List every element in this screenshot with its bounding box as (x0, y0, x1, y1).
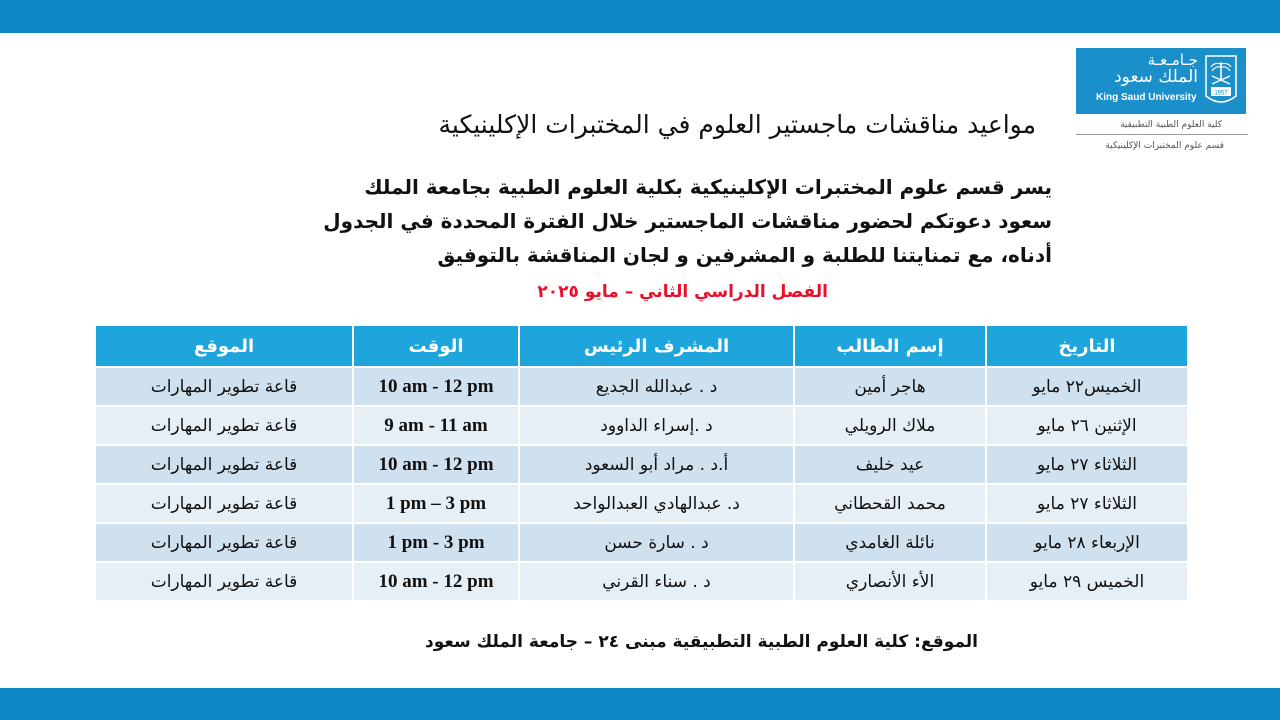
date-cell: الثلاثاء ٢٧ مايو (986, 445, 1188, 484)
time-cell: 10 am - 12 pm (353, 367, 519, 406)
top-band (0, 0, 1280, 33)
header-supervisor: المشرف الرئيس (519, 325, 794, 367)
department-name: قسم علوم المختبرات الإكلينيكية (1105, 141, 1224, 151)
location-cell: قاعة تطوير المهارات (95, 445, 353, 484)
logo-arabic-text: جـامـعـة الملك سعود (1114, 51, 1198, 87)
location-cell: قاعة تطوير المهارات (95, 367, 353, 406)
footer-location: الموقع: كلية العلوم الطبية التطبيقية مبنى ٢٤ – جامعة الملك سعود (425, 632, 978, 652)
table-row (95, 562, 1188, 601)
location-cell: قاعة تطوير المهارات (95, 523, 353, 562)
supervisor-cell: د .إسراء الداوود (519, 406, 794, 445)
header-student: إسم الطالب (794, 325, 986, 367)
logo-english-text: King Saud University (1096, 92, 1197, 103)
logo-divider (1076, 134, 1248, 135)
supervisor-cell: د . سناء القرني (519, 562, 794, 601)
svg-text:1957: 1957 (1214, 90, 1228, 97)
student-cell: عيد خليف (794, 445, 986, 484)
date-cell: الإثنين ٢٦ مايو (986, 406, 1188, 445)
supervisor-cell: د . عبدالله الجديع (519, 367, 794, 406)
intro-line: أدناه، مع تمنايتنا للطلبة و المشرفين و لجان المناقشة بالتوفيق (437, 243, 1052, 267)
student-cell: محمد القحطاني (794, 484, 986, 523)
college-name: كلية العلوم الطبية التطبيقية (1120, 120, 1222, 130)
intro-line: يسر قسم علوم المختبرات الإكلينيكية بكلية العلوم الطبية بجامعة الملك (364, 175, 1052, 199)
header-time: الوقت (353, 325, 519, 367)
intro-line: سعود دعوتكم لحضور مناقشات الماجستير خلال الفترة المحددة في الجدول (323, 209, 1052, 233)
supervisor-cell: د . سارة حسن (519, 523, 794, 562)
semester-heading: الفصل الدراسي الثاني – مايو ٢٠٢٥ (537, 282, 828, 302)
location-cell: قاعة تطوير المهارات (95, 406, 353, 445)
time-cell: 9 am - 11 am (353, 406, 519, 445)
date-cell: الخميس٢٢ مايو (986, 367, 1188, 406)
table-row (95, 445, 1188, 484)
university-logo (1076, 48, 1246, 114)
time-cell: 1 pm – 3 pm (353, 484, 519, 523)
time-cell: 10 am - 12 pm (353, 445, 519, 484)
table-header-row (95, 325, 1188, 367)
page-title: مواعيد مناقشات ماجستير العلوم في المختبرات الإكلينيكية (438, 110, 1036, 139)
defense-schedule-table (94, 324, 1189, 602)
table-row (95, 367, 1188, 406)
supervisor-cell: أ.د . مراد أبو السعود (519, 445, 794, 484)
time-cell: 10 am - 12 pm (353, 562, 519, 601)
intro-paragraph (292, 170, 1052, 272)
location-cell: قاعة تطوير المهارات (95, 562, 353, 601)
date-cell: الإربعاء ٢٨ مايو (986, 523, 1188, 562)
date-cell: الخميس ٢٩ مايو (986, 562, 1188, 601)
date-cell: الثلاثاء ٢٧ مايو (986, 484, 1188, 523)
header-date: التاريخ (986, 325, 1188, 367)
palm-swords-emblem-icon (1204, 54, 1238, 108)
table-row (95, 523, 1188, 562)
table-row (95, 484, 1188, 523)
time-cell: 1 pm - 3 pm (353, 523, 519, 562)
supervisor-cell: د. عبدالهادي العبدالواحد (519, 484, 794, 523)
table-row (95, 406, 1188, 445)
student-cell: الأء الأنصاري (794, 562, 986, 601)
student-cell: نائلة الغامدي (794, 523, 986, 562)
location-cell: قاعة تطوير المهارات (95, 484, 353, 523)
student-cell: ملاك الرويلي (794, 406, 986, 445)
header-location: الموقع (95, 325, 353, 367)
student-cell: هاجر أمين (794, 367, 986, 406)
bottom-band (0, 688, 1280, 720)
